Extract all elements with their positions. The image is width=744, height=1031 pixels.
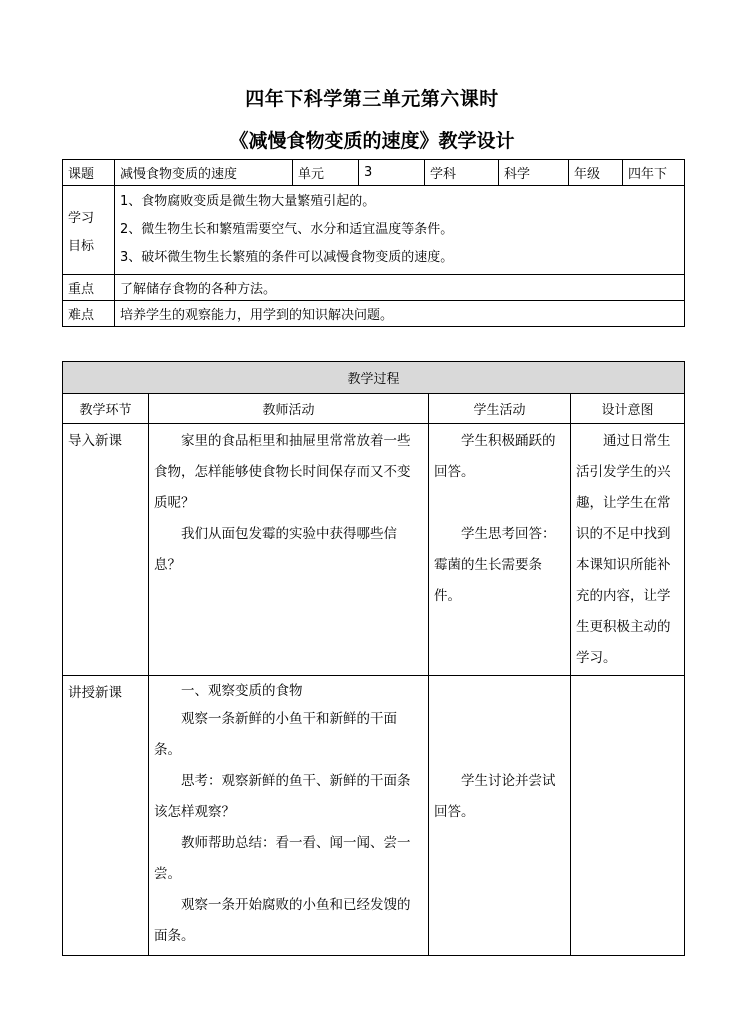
difficulty-label: 难点 bbox=[63, 301, 115, 327]
topic-row bbox=[63, 160, 685, 186]
lecture-stage: 讲授新课 bbox=[63, 676, 149, 956]
teaching-process-table bbox=[62, 361, 685, 956]
key-label: 重点 bbox=[63, 275, 115, 301]
lecture-student-activity bbox=[429, 676, 571, 956]
intro-stage: 导入新课 bbox=[63, 424, 149, 676]
key-point-row bbox=[63, 275, 685, 301]
intro-design-intent bbox=[571, 424, 685, 676]
column-header-student: 学生活动 bbox=[429, 394, 571, 424]
teacher-paragraph: 教师帮助总结：看一看、闻一闻、尝一尝。 bbox=[154, 835, 411, 882]
student-paragraph: 学生积极踊跃的回答。 bbox=[434, 433, 556, 480]
teacher-paragraph: 一、观察变质的食物 bbox=[181, 683, 303, 699]
goal-item: 2、微生物生长和繁殖需要空气、水分和适宜温度等条件。 bbox=[120, 222, 454, 237]
goal-item: 3、破坏微生物生长繁殖的条件可以减慢食物变质的速度。 bbox=[120, 250, 454, 265]
goals-label-line2: 目标 bbox=[68, 239, 95, 254]
lecture-teacher-activity bbox=[149, 676, 429, 956]
difficulty-row bbox=[63, 301, 685, 327]
unit-value: 3 bbox=[359, 160, 425, 186]
teacher-paragraph: 家里的食品柜里和抽屉里常常放着一些食物，怎样能够使食物长时间保存而又不变质呢？ bbox=[154, 433, 411, 511]
column-header-teacher: 教师活动 bbox=[149, 394, 429, 424]
key-value: 了解储存食物的各种方法。 bbox=[115, 275, 685, 301]
lesson-info-table bbox=[62, 159, 685, 327]
grade-label: 年级 bbox=[569, 160, 623, 186]
column-header-intent: 设计意图 bbox=[571, 394, 685, 424]
process-header: 教学过程 bbox=[63, 362, 685, 394]
document-title: 四年下科学第三单元第六课时 bbox=[245, 88, 499, 110]
column-header-stage: 教学环节 bbox=[63, 394, 149, 424]
goals-label-line1: 学习 bbox=[68, 211, 95, 226]
goals-label bbox=[63, 186, 115, 275]
intro-teacher-activity bbox=[149, 424, 429, 676]
process-column-headers bbox=[63, 394, 685, 424]
intent-paragraph: 通过日常生活引发学生的兴趣，让学生在常识的不足中找到本课知识所能补充的内容，让学生更积极主动的学习。 bbox=[576, 433, 671, 666]
intro-row bbox=[63, 424, 685, 676]
subject-value: 科学 bbox=[499, 160, 569, 186]
goal-item: 1、食物腐败变质是微生物大量繁殖引起的。 bbox=[120, 194, 376, 209]
student-paragraph: 学生思考回答：霉菌的生长需要条件。 bbox=[434, 526, 556, 604]
intro-student-activity bbox=[429, 424, 571, 676]
document-subtitle: 《减慢食物变质的速度》教学设计 bbox=[229, 130, 515, 152]
teacher-paragraph: 观察一条新鲜的小鱼干和新鲜的干面条。 bbox=[154, 711, 397, 758]
teacher-paragraph: 观察一条开始腐败的小鱼和已经发馊的面条。 bbox=[154, 897, 411, 944]
difficulty-value: 培养学生的观察能力，用学到的知识解决问题。 bbox=[115, 301, 685, 327]
teacher-paragraph: 思考：观察新鲜的鱼干、新鲜的干面条该怎样观察？ bbox=[154, 773, 411, 820]
topic-value: 减慢食物变质的速度 bbox=[115, 160, 293, 186]
teacher-paragraph: 我们从面包发霉的实验中获得哪些信息？ bbox=[154, 526, 397, 573]
grade-value: 四年下 bbox=[623, 160, 685, 186]
subject-label: 学科 bbox=[425, 160, 499, 186]
goals-list bbox=[115, 186, 685, 275]
topic-label: 课题 bbox=[63, 160, 115, 186]
lecture-design-intent bbox=[571, 676, 685, 956]
goals-row bbox=[63, 186, 685, 275]
lecture-row bbox=[63, 676, 685, 956]
student-paragraph: 学生讨论并尝试回答。 bbox=[434, 773, 556, 820]
unit-label: 单元 bbox=[293, 160, 359, 186]
